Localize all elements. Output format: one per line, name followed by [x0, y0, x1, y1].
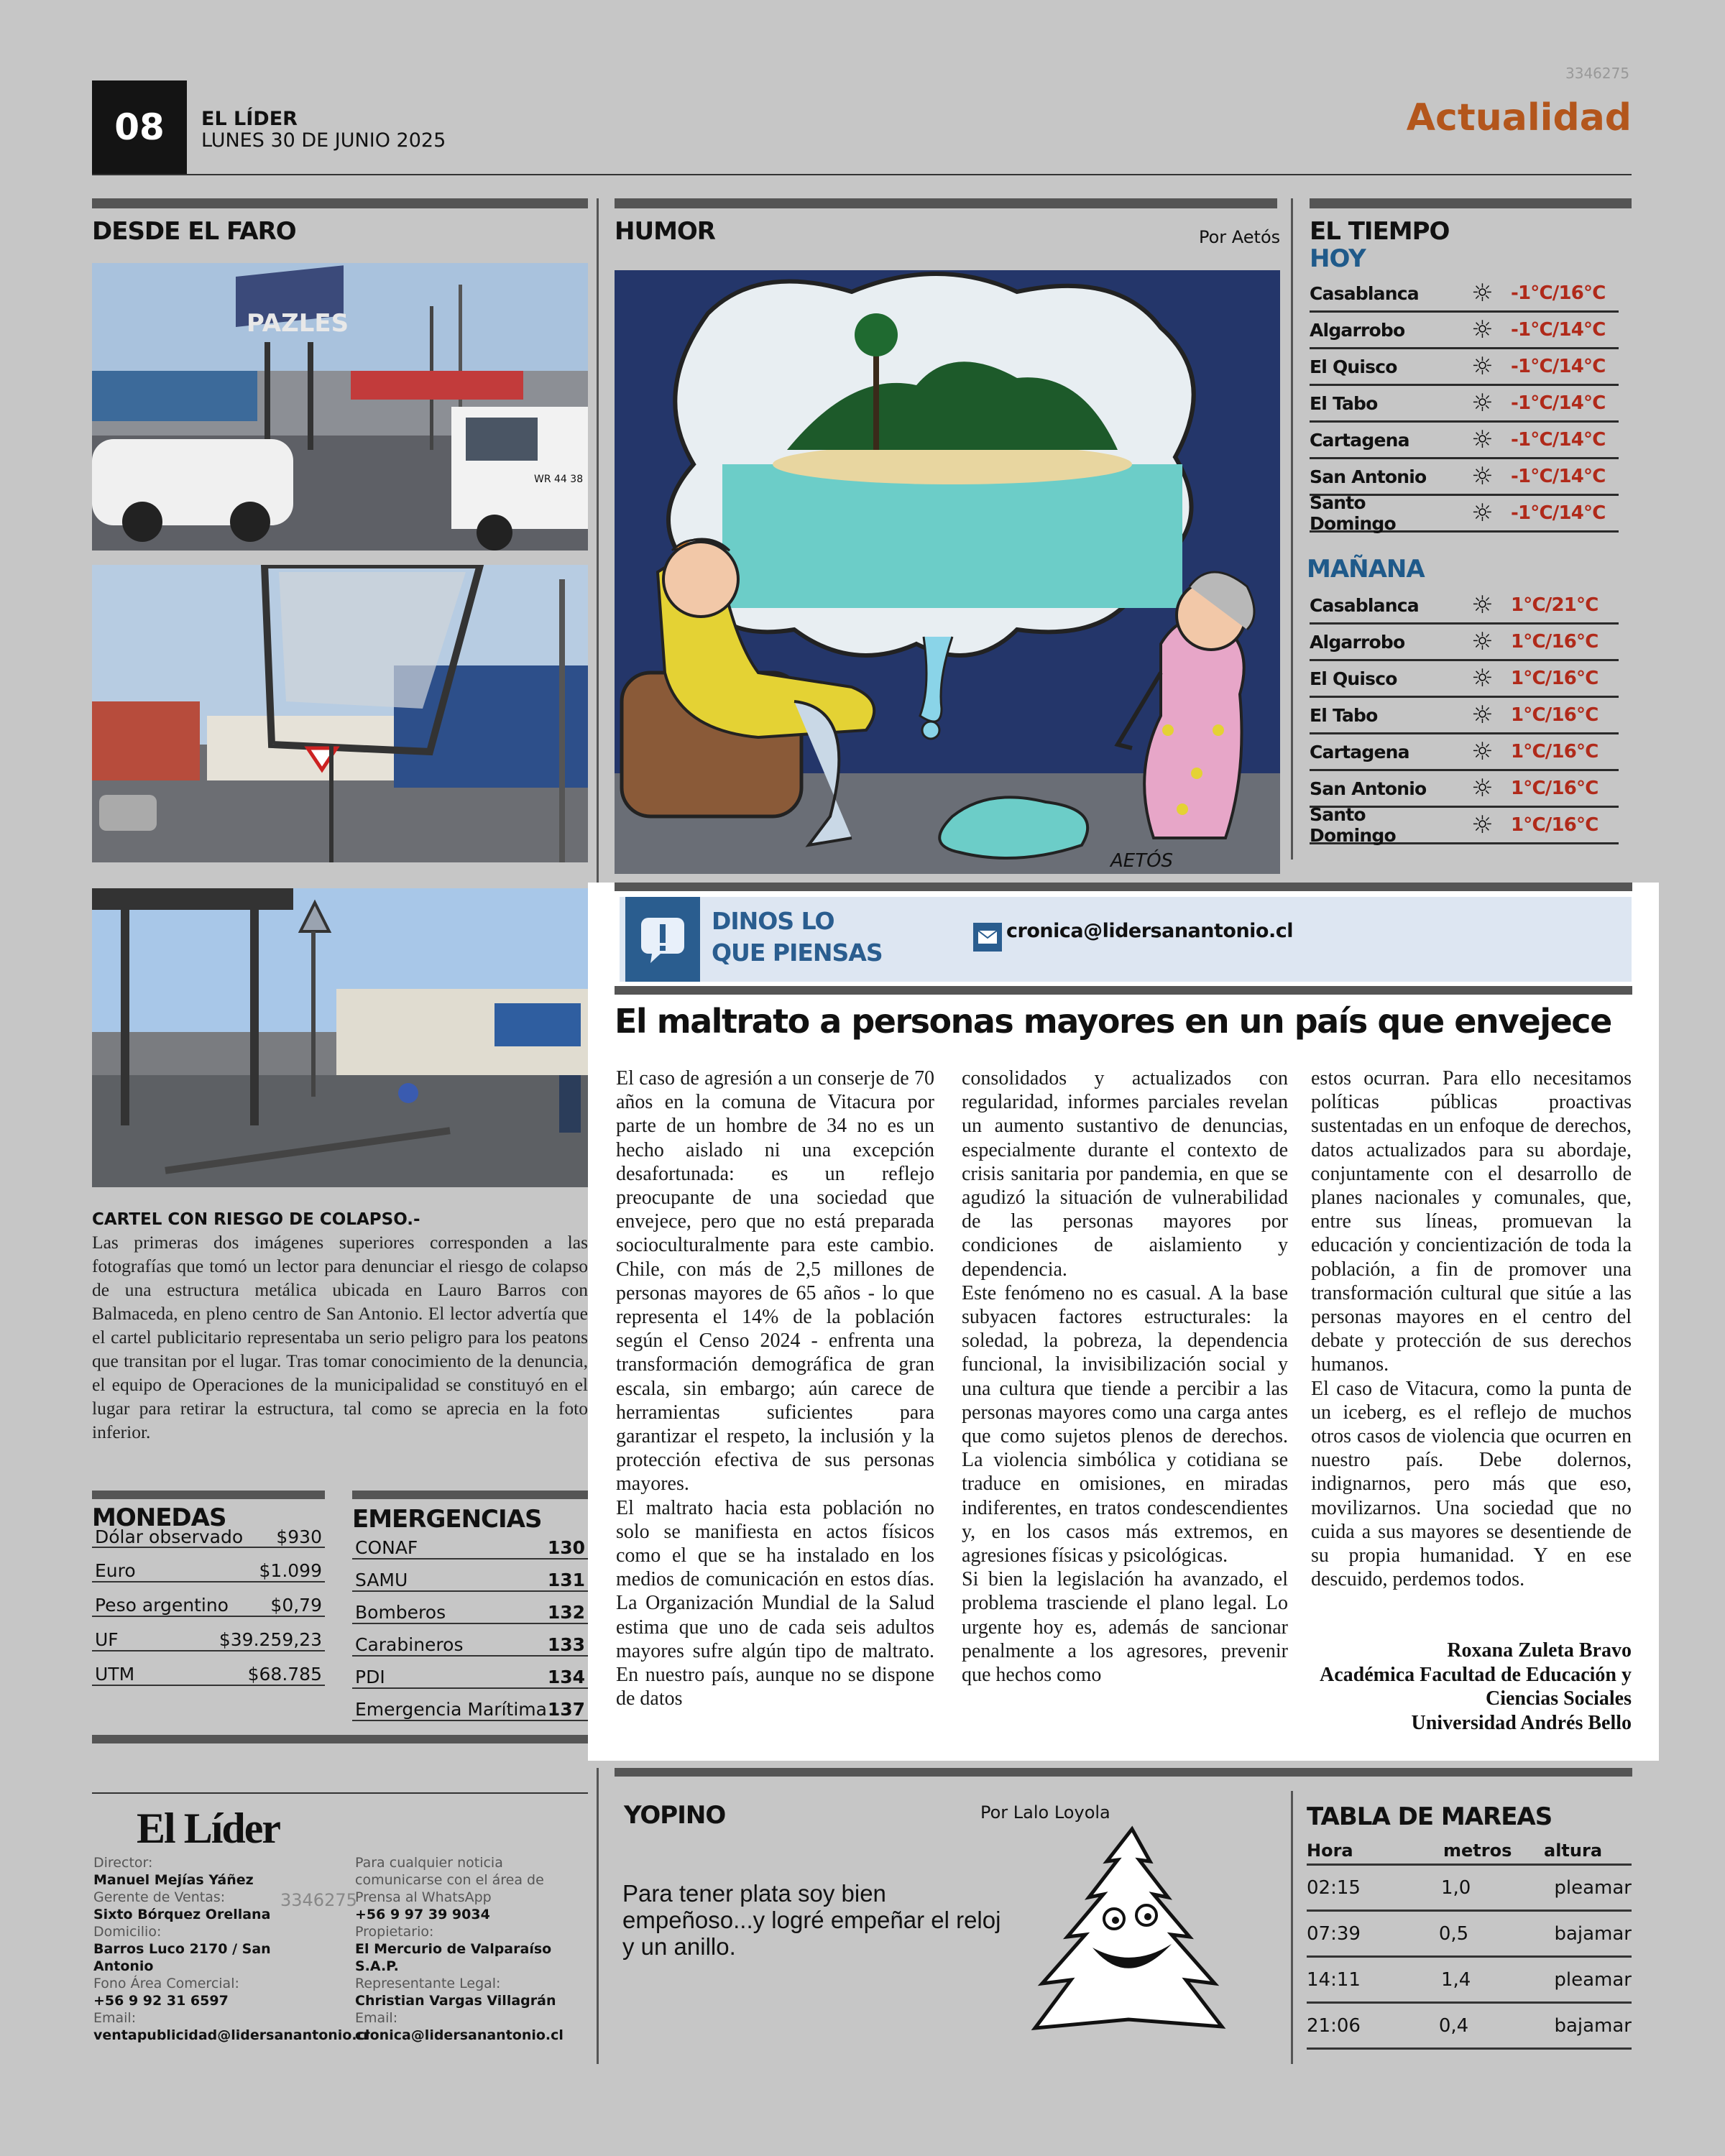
faro-title: DESDE EL FARO: [92, 217, 296, 246]
weather-row: [1310, 349, 1619, 386]
moneda-label: UF: [95, 1629, 119, 1650]
col-hora: Hora: [1307, 1840, 1353, 1861]
tide-metros: 0,4: [1438, 2014, 1469, 2037]
moneda-row: [92, 1617, 325, 1651]
yopino-bar: [615, 1768, 1632, 1777]
weather-temp: [1511, 741, 1598, 763]
monedas-table: [92, 1526, 325, 1686]
emergencia-number: 134: [547, 1667, 585, 1687]
weather-temp: [1511, 704, 1598, 726]
weather-temp: [1511, 668, 1598, 689]
masthead-label: Director:: [93, 1855, 153, 1871]
weather-city: El Tabo: [1310, 392, 1378, 414]
weather-city: Cartagena: [1310, 741, 1409, 763]
moneda-value: $39.259,23: [218, 1629, 322, 1650]
sun-icon: ☼: [1471, 425, 1493, 454]
temp-min: 1°C: [1511, 668, 1545, 689]
weather-temp: [1511, 356, 1606, 377]
weather-city: Algarrobo: [1310, 631, 1405, 653]
paragraph: Este fenómeno no es casual. A la base subyacen factores estructurales: la soledad, la pobreza, la dependencia funcional, la invisibilización social y una cultura que tiende a percibir a las personas mayores como una carga antes que como sujetos plenos de derechos. La violencia simbólica y cotidiana se traduce en omisiones, en miradas indiferentes, en tratos condescendientes y, en los casos más extremos, en agresiones físicas y psicológicas.: [962, 1281, 1288, 1567]
alert-icon: [625, 897, 700, 982]
moneda-row: [92, 1651, 325, 1686]
tide-metros: 1,4: [1440, 1968, 1471, 1991]
tide-altura: pleamar: [1554, 1876, 1632, 1899]
weather-temp: [1511, 429, 1606, 451]
masthead-value: Barros Luco 2170 / San Antonio: [93, 1941, 271, 1974]
monedas-title: MONEDAS: [92, 1503, 226, 1532]
weather-temp: [1511, 594, 1598, 616]
weather-city: Casablanca: [1310, 282, 1419, 304]
weather-city: El Quisco: [1310, 668, 1397, 689]
paragraph: consolidados y actualizados con regularidad, informes parciales revelan un aumento sustantivo de denuncias, especialmente durante el contexto de crisis sanitaria por pandemia, en que se agudizó la situación de vulnerabilidad de las personas mayores por condiciones de aislamiento y dependencia.: [962, 1067, 1288, 1281]
emergencia-number: 130: [547, 1537, 585, 1558]
paragraph: El caso de Vitacura, como la punta de un iceberg, es el reflejo de muchos otros casos de violencia que ocurren en nuestro país. Debe dolernos, indignarnos, pero más que eso, movilizarnos. Una sociedad que no cuida a sus mayores se desentiende de su propia humanidad. Y en ese descuido, perdemos todos.: [1311, 1377, 1632, 1591]
column-divider: [1291, 198, 1293, 860]
moneda-value: $0,79: [270, 1595, 322, 1616]
sun-icon: ☼: [1471, 279, 1493, 308]
emergencia-number: 133: [547, 1634, 585, 1655]
tide-hora: 21:06: [1307, 2014, 1361, 2037]
emergencia-label: PDI: [355, 1667, 385, 1687]
masthead-label: Email:: [355, 2010, 398, 2026]
temp-min: -1°C: [1511, 466, 1552, 487]
weather-row: [1310, 276, 1619, 313]
weather-row: [1310, 734, 1619, 771]
masthead-value: El Mercurio de Valparaíso S.A.P.: [355, 1941, 552, 1974]
tide-altura: pleamar: [1554, 1968, 1632, 1991]
temp-max: /16°C: [1545, 741, 1598, 763]
opinion-column-3: [1311, 1067, 1632, 1591]
temp-min: 1°C: [1511, 741, 1545, 763]
weather-city: Santo Domingo: [1310, 804, 1396, 846]
tide-hora: 14:11: [1307, 1968, 1361, 1991]
masthead-left: [93, 1854, 370, 2044]
weather-row: [1310, 423, 1619, 459]
cartoon-signature: AETÓS: [1110, 850, 1174, 872]
weather-today-table: [1310, 276, 1619, 533]
moneda-label: Euro: [95, 1560, 136, 1581]
temp-min: -1°C: [1511, 502, 1552, 524]
faro-photo-3: [92, 888, 588, 1187]
weather-row: [1310, 459, 1619, 496]
weather-temp: [1511, 778, 1598, 799]
header-rule: [92, 174, 1632, 175]
emergencia-number: 132: [547, 1602, 585, 1623]
temp-max: /14°C: [1552, 319, 1606, 341]
temp-max: /16°C: [1545, 704, 1598, 726]
temp-min: -1°C: [1511, 392, 1552, 414]
tide-row: [1307, 1958, 1632, 2004]
temp-min: 1°C: [1511, 704, 1545, 726]
author-institution: Universidad Andrés Bello: [1411, 1711, 1632, 1734]
emergencia-row: [352, 1657, 588, 1689]
temp-max: /16°C: [1552, 282, 1606, 304]
emergencia-row: [352, 1534, 588, 1560]
masthead-label: Para cualquier noticia comunicarse con el área de Prensa al WhatsApp: [355, 1855, 544, 1905]
moneda-row: [92, 1548, 325, 1583]
temp-max: /21°C: [1545, 594, 1598, 616]
sun-icon: ☼: [1471, 627, 1493, 656]
tide-hora: 02:15: [1307, 1876, 1361, 1899]
weather-temp: [1511, 319, 1606, 341]
column-divider: [597, 1768, 599, 2064]
opinion-headline-bar: [615, 986, 1632, 995]
weather-row: [1310, 804, 1619, 846]
opinion-banner-line1: DINOS LO: [712, 907, 834, 935]
emergencia-row: [352, 1592, 588, 1624]
weather-city: San Antonio: [1310, 778, 1427, 799]
tide-row: [1307, 1866, 1632, 1912]
sun-icon: ☼: [1471, 774, 1493, 803]
weather-temp: [1511, 466, 1606, 487]
tide-altura: bajamar: [1554, 2014, 1632, 2037]
temp-min: -1°C: [1511, 429, 1552, 451]
temp-min: 1°C: [1511, 814, 1545, 836]
emergencia-label: Carabineros: [355, 1634, 464, 1655]
temp-max: /14°C: [1552, 466, 1606, 487]
moneda-value: $1.099: [259, 1560, 322, 1581]
faro-photo-1: [92, 263, 588, 550]
weather-row: [1310, 661, 1619, 698]
temp-min: -1°C: [1511, 282, 1552, 304]
masthead-label: Domicilio:: [93, 1924, 162, 1940]
mareas-table: [1307, 1837, 1632, 2050]
page-number-box: [92, 80, 187, 174]
humor-title: HUMOR: [615, 217, 715, 246]
masthead-rule: [92, 1792, 588, 1794]
opinion-column-1: [616, 1067, 934, 1710]
page-code-top: 3346275: [1565, 65, 1630, 82]
masthead-label: Fono Área Comercial:: [93, 1976, 239, 1991]
emergencia-number: 131: [547, 1570, 585, 1590]
sun-icon: ☼: [1471, 737, 1493, 766]
weather-tomorrow-table: [1310, 588, 1619, 844]
monedas-bar: [92, 1491, 325, 1499]
tide-metros: 0,5: [1438, 1922, 1469, 1945]
mareas-title: TABLA DE MAREAS: [1307, 1802, 1552, 1831]
humor-cartoon: [615, 270, 1280, 874]
masthead-value[interactable]: ventapublicidad@lidersanantonio.cl: [93, 2027, 370, 2043]
sun-icon: ☼: [1471, 701, 1493, 729]
yopino-author: Por Lalo Loyola: [980, 1802, 1110, 1823]
masthead-label: Propietario:: [355, 1924, 434, 1940]
opinion-banner-line2: QUE PIENSAS: [712, 939, 883, 967]
column-divider: [597, 198, 599, 888]
weather-city: Santo Domingo: [1310, 492, 1396, 534]
moneda-label: UTM: [95, 1664, 135, 1685]
column-divider: [1291, 1791, 1293, 2064]
weather-row: [1310, 588, 1619, 625]
temp-max: /16°C: [1545, 631, 1598, 653]
yopino-text: Para tener plata soy bien empeñoso...y logré empeñar el reloj y un anillo.: [622, 1880, 1001, 1960]
weather-city: Cartagena: [1310, 429, 1409, 451]
masthead-right: [355, 1854, 592, 2044]
masthead-value: +56 9 92 31 6597: [93, 1993, 229, 2009]
temp-max: /14°C: [1552, 429, 1606, 451]
faro-photo-2: [92, 565, 588, 862]
emergencias-bar: [352, 1491, 588, 1499]
weather-temp: [1511, 502, 1606, 524]
weather-row: [1310, 625, 1619, 661]
temp-max: /14°C: [1552, 502, 1606, 524]
temp-min: 1°C: [1511, 594, 1545, 616]
weather-row: [1310, 313, 1619, 349]
weather-row: [1310, 492, 1619, 534]
weather-temp: [1511, 631, 1598, 653]
moneda-row: [92, 1526, 325, 1548]
faro-bar: [92, 198, 588, 208]
weather-city: El Quisco: [1310, 356, 1397, 377]
weather-city: San Antonio: [1310, 466, 1427, 487]
paragraph: El caso de agresión a un conserje de 70 años en la comuna de Vitacura por parte de un hombre de 34 no es un hecho aislado ni una excepción desafortunada: es un reflejo preocupante de una sociedad que envejece, pero que no está preparada socioculturalmente para este cambio. Chile, con más de 2,5 millones de personas mayores de 65 años - lo que representa el 14% de la población según el Censo 2024 - enfrenta una transformación demográfica de gran escala, sin embargo; aún carece de herramientas suficientes para garantizar el respeto, la inclusión y la protección efectiva de sus personas mayores.: [616, 1067, 934, 1496]
yopino-title: YOPINO: [624, 1801, 726, 1830]
weather-today-label: HOY: [1310, 244, 1366, 273]
sun-icon: ☼: [1471, 462, 1493, 491]
moneda-value: $930: [276, 1526, 322, 1547]
col-metros: metros: [1443, 1840, 1512, 1861]
lower-left-bar: [92, 1735, 588, 1743]
emergencia-label: Bomberos: [355, 1602, 446, 1623]
weather-tomorrow-label: MAÑANA: [1307, 555, 1425, 584]
faro-caption-text: Las primeras dos imágenes superiores corresponden a las fotografías que tomó un lector para denunciar el riesgo de colapso de una estructura metálica ubicada en Lauro Barros con Balmaceda, en pleno centro de San Antonio. El lector advertía que el cartel publicitario representaba un serio peligro para los peatons que transitan por el lugar. Tras tomar conocimiento de la denuncia, el equipo de Operaciones de la municipalidad se constituyó en el lugar para retirar la estructura, tal como se aprecia en la foto inferior.: [92, 1232, 588, 1442]
moneda-value: $68.785: [247, 1664, 322, 1685]
masthead-value: Christian Vargas Villagrán: [355, 1993, 556, 2009]
paragraph: Si bien la legislación ha avanzado, el problema trasciende el plano legal. Lo urgente hoy es, además de sancionar penalmente a los agresores, prevenir que hechos como: [962, 1568, 1288, 1687]
author-role: Académica Facultad de Educación y Ciencias Sociales: [1320, 1663, 1632, 1710]
masthead-value: Sixto Bórquez Orellana: [93, 1907, 271, 1922]
opinion-author-block: [1311, 1639, 1632, 1735]
opinion-headline: El maltrato a personas mayores en un país que envejece: [615, 1002, 1611, 1041]
weather-row: [1310, 698, 1619, 734]
publication-name: EL LÍDER: [201, 108, 298, 130]
tide-altura: bajamar: [1554, 1922, 1632, 1945]
sun-icon: ☼: [1471, 389, 1493, 418]
masthead-label: Representante Legal:: [355, 1976, 501, 1991]
temp-max: /16°C: [1545, 814, 1598, 836]
mail-icon: [973, 923, 1002, 952]
col-altura: altura: [1544, 1840, 1603, 1861]
page-code-mid: 3346275: [280, 1890, 357, 1910]
temp-min: 1°C: [1511, 778, 1545, 799]
weather-city: Casablanca: [1310, 594, 1419, 616]
weather-title: EL TIEMPO: [1310, 217, 1450, 246]
weather-temp: [1511, 814, 1598, 836]
sun-icon: ☼: [1471, 664, 1493, 693]
temp-max: /14°C: [1552, 392, 1606, 414]
temp-min: -1°C: [1511, 319, 1552, 341]
emergencias-title: EMERGENCIAS: [352, 1505, 542, 1534]
emergencias-table: [352, 1534, 588, 1721]
tide-metros: 1,0: [1440, 1876, 1471, 1899]
section-title: Actualidad: [1406, 96, 1632, 139]
truck-plate: WR 44 38: [534, 474, 584, 485]
tide-row: [1307, 2004, 1632, 2050]
page-number: 08: [114, 106, 165, 148]
mareas-header: [1307, 1837, 1632, 1866]
masthead-value: +56 9 97 39 9034: [355, 1907, 490, 1922]
paragraph: estos ocurran. Para ello necesitamos políticas públicas proactivas sustentadas en un enfoque de derechos, datos actualizados para su abordaje, conjuntamente con el desarrollo de planes nacionales y comunales, que, entre sus líneas, promuevan la educación y concientización de toda la población, a fin de promover una transformación cultural que sitúe a las personas mayores en el centro del debate y protección de sus derechos humanos.: [1311, 1067, 1632, 1376]
weather-row: [1310, 771, 1619, 808]
weather-row: [1310, 386, 1619, 423]
weather-temp: [1511, 392, 1606, 414]
emergencia-label: Emergencia Marítima: [355, 1699, 547, 1720]
temp-max: /14°C: [1552, 356, 1606, 377]
billboard-sign: PAZLES: [247, 309, 349, 338]
opinion-email-link[interactable]: cronica@lidersanantonio.cl: [1006, 920, 1293, 942]
humor-bar: [615, 198, 1277, 208]
masthead-logo: El Líder: [137, 1805, 280, 1852]
humor-author: Por Aetós: [1199, 227, 1281, 247]
author-name: Roxana Zuleta Bravo: [1447, 1639, 1632, 1662]
moneda-label: Peso argentino: [95, 1595, 229, 1616]
faro-caption-title: CARTEL CON RIESGO DE COLAPSO.-: [92, 1210, 420, 1229]
sun-icon: ☼: [1471, 352, 1493, 381]
temp-max: /16°C: [1545, 778, 1598, 799]
emergencia-number: 137: [547, 1699, 585, 1720]
masthead-value[interactable]: cronica@lidersanantonio.cl: [355, 2027, 564, 2043]
moneda-row: [92, 1583, 325, 1617]
publication-date: LUNES 30 DE JUNIO 2025: [201, 129, 446, 152]
tide-hora: 07:39: [1307, 1922, 1361, 1945]
opinion-column-2: [962, 1067, 1288, 1687]
moneda-label: Dólar observado: [95, 1526, 244, 1547]
masthead-value: Manuel Mejías Yáñez: [93, 1872, 254, 1888]
emergencia-label: CONAF: [355, 1537, 418, 1558]
sun-icon: ☼: [1471, 315, 1493, 344]
sun-icon: ☼: [1471, 499, 1493, 528]
temp-min: -1°C: [1511, 356, 1552, 377]
sun-icon: ☼: [1471, 811, 1493, 839]
emergencia-label: SAMU: [355, 1570, 408, 1590]
paragraph: El maltrato hacia esta población no solo se manifiesta en actos físicos como el que se ha instalado en los medios de comunicación en estos días. La Organización Mundial de la Salud estima que uno de cada seis adultos mayores sufre algún tipo de maltrato. En nuestro país, aunque no se dispone de datos: [616, 1496, 934, 1710]
weather-city: El Tabo: [1310, 704, 1378, 726]
tide-row: [1307, 1912, 1632, 1958]
opinion-top-bar: [615, 883, 1632, 891]
temp-max: /16°C: [1545, 668, 1598, 689]
weather-temp: [1511, 282, 1606, 304]
pine-tree-character: [1006, 1825, 1251, 2041]
emergencia-row: [352, 1689, 588, 1721]
masthead-label: Email:: [93, 2010, 137, 2026]
emergencia-row: [352, 1624, 588, 1657]
weather-bar: [1310, 198, 1632, 208]
temp-min: 1°C: [1511, 631, 1545, 653]
masthead-label: Gerente de Ventas:: [93, 1889, 226, 1905]
weather-city: Algarrobo: [1310, 319, 1405, 341]
emergencia-row: [352, 1560, 588, 1592]
sun-icon: ☼: [1471, 591, 1493, 619]
